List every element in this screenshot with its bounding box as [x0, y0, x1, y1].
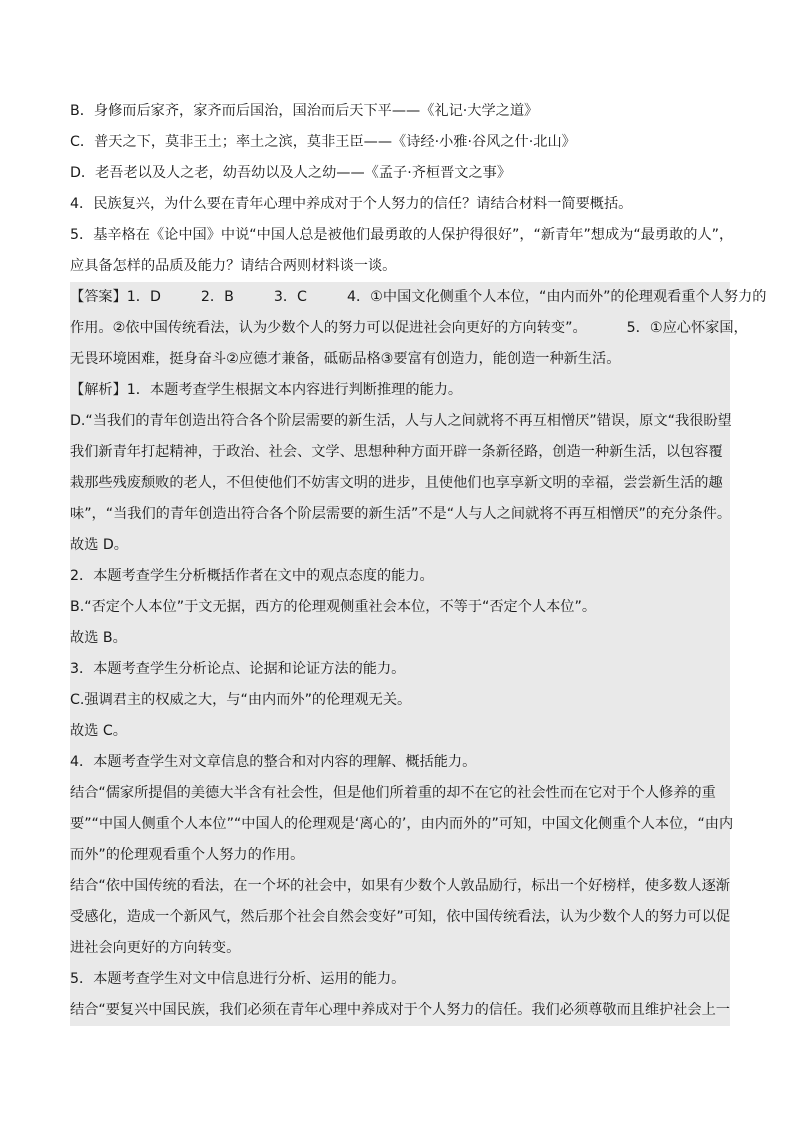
analysis-line: 味”，“当我们的青年创造出符合各个阶层需要的新生活”不是“人与人之间就将不再互相憎厌”的充分条件。: [70, 506, 732, 522]
analysis-line: 2．本题考查学生分析概括作者在文中的观点态度的能力。: [70, 568, 434, 584]
analysis-line: C.强调君主的权威之大，与“由内而外”的伦理观无关。: [70, 692, 412, 708]
option-d: D．老吾老以及人之老，幼吾幼以及人之幼——《孟子·齐桓晋文之事》: [70, 165, 512, 181]
answer-1: 【答案】1．D: [70, 289, 161, 305]
analysis-line: 结合“依中国传统的看法，在一个坏的社会中，如果有少数个人敦品励行，标出一个好榜样，使多数人逐渐: [70, 878, 730, 894]
answer-4-end: 作用。②依中国传统看法，认为少数个人的努力可以促进社会向更好的方向转变”。: [70, 320, 587, 336]
analysis-block: [70, 375, 734, 1026]
answer-5-start: 5．①应心怀家国，: [626, 320, 748, 336]
analysis-line: 结合“儒家所提倡的美德大半含有社会性，但是他们所着重的却不在它的社会性而在它对于个人修养的重: [70, 785, 716, 801]
analysis-line: 要”“中国人侧重个人本位”“中国人的伦理观是‘离心的’，由内而外的”可知，中国文化侧重个人本位，“由内: [70, 816, 734, 832]
answer-3: 3．C: [273, 289, 307, 305]
answer-4-start: 4．①中国文化侧重个人本位，“由内而外”的伦理观看重个人努力的: [346, 289, 767, 305]
analysis-line: 受感化，造成一个新风气，然后那个社会自然会变好”可知，依中国传统看法，认为少数个人的努力可以促: [70, 909, 730, 925]
analysis-line: 结合“要复兴中国民族，我们必须在青年心理中养成对于个人努力的信任。我们必须尊敬而且维护社会上一: [70, 1002, 730, 1018]
analysis-line: 3．本题考查学生分析论点、论据和论证方法的能力。: [70, 661, 406, 677]
analysis-line: 故选 C。: [70, 723, 127, 739]
analysis-line: 【解析】1．本题考查学生根据文本内容进行判断推理的能力。: [70, 382, 463, 398]
analysis-line: 而外”的伦理观看重个人努力的作用。: [70, 847, 305, 863]
analysis-line: D.“当我们的青年创造出符合各个阶层需要的新生活，人与人之间就将不再互相憎厌”错误，原文“我很盼望: [70, 413, 732, 429]
analysis-line: B.“否定个人本位”于文无据，西方的伦理观侧重社会本位，不等于“否定个人本位”。: [70, 599, 597, 615]
question-4: 4．民族复兴，为什么要在青年心理中养成对于个人努力的信任？请结合材料一简要概括。: [70, 196, 633, 212]
answer-line-2: [70, 313, 748, 344]
question-5-line-1: 5．基辛格在《论中国》中说“中国人总是被他们最勇敢的人保护得很好”，“新青年”想成为“最勇敢的人”，: [70, 227, 734, 243]
analysis-line: 我们新青年打起精神，于政治、社会、文学、思想种种方面开辟一条新径路，创造一种新生活，以包容覆: [70, 444, 723, 460]
analysis-line: 进社会向更好的方向转变。: [70, 940, 241, 956]
option-b: B．身修而后家齐，家齐而后国治，国治而后天下平——《礼记·大学之道》: [70, 103, 539, 119]
document-content: [70, 96, 767, 1026]
analysis-line: 故选 B。: [70, 630, 127, 646]
answer-2: 2．B: [200, 289, 234, 305]
answer-block: [70, 282, 767, 375]
analysis-line: 栽那些残废颓败的老人，不但使他们不妨害文明的进步，且使他们也享享新文明的幸福，尝尝新生活的趣: [70, 475, 723, 491]
question-5-line-2: 应具备怎样的品质及能力？请结合两则材料谈一谈。: [70, 258, 397, 274]
option-c: C．普天之下，莫非王土；率土之滨，莫非王臣——《诗经·小雅·谷风之什·北山》: [70, 134, 576, 150]
answer-line-3: 无畏环境困难，挺身奋斗②应德才兼备，砥砺品格③要富有创造力，能创造一种新生活。: [70, 351, 621, 367]
answer-line-1: [70, 282, 767, 313]
analysis-line: 5．本题考查学生对文中信息进行分析、运用的能力。: [70, 971, 406, 987]
analysis-line: 故选 D。: [70, 537, 128, 553]
analysis-line: 4．本题考查学生对文章信息的整合和对内容的理解、概括能力。: [70, 754, 477, 770]
